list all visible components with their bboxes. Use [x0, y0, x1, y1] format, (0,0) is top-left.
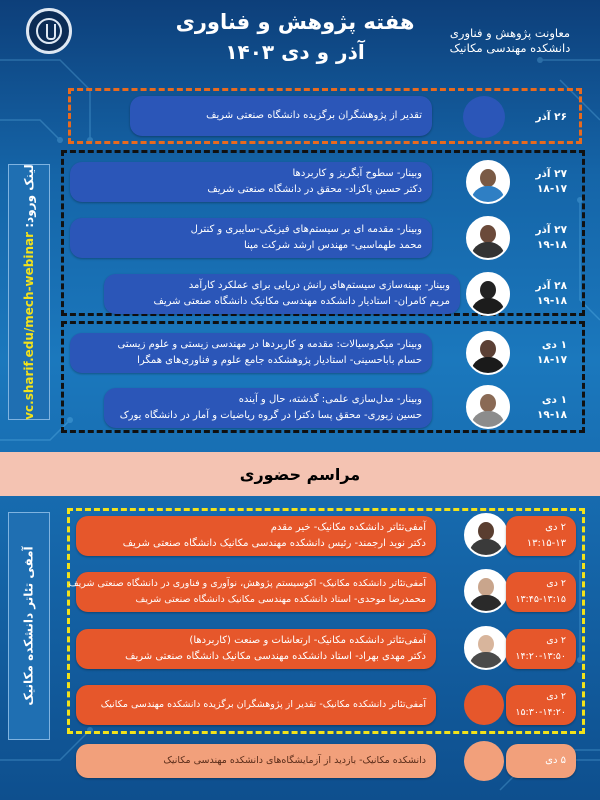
event-date: ۵ دی	[506, 744, 576, 778]
event-title: تقدیر از پژوهشگران برگزیده دانشگاه صنعتی شریف	[206, 110, 422, 121]
page-subtitle: آذر و دی ۱۴۰۳	[225, 40, 365, 64]
event-speaker: حسین زیوری- محقق پسا دکترا در گروه ریاضیات و آمار در دانشگاه یورک	[119, 410, 422, 421]
avatar-placeholder	[464, 741, 504, 781]
avatar-placeholder	[464, 685, 504, 725]
webinar-link-box[interactable]	[8, 164, 50, 420]
event-item	[70, 333, 432, 373]
event-item	[68, 572, 436, 612]
event-item	[76, 685, 436, 725]
in-person-banner	[0, 452, 600, 496]
event-speaker: دکتر حسین پاکزاد- محقق در دانشگاه صنعتی شریف	[207, 184, 422, 195]
org-name-line1: معاونت پژوهش و فناوری	[449, 26, 571, 40]
page-title: هفته پژوهش و فناوری	[175, 10, 415, 34]
event-date: ۲ دی ۱۵:۳۰-۱۴:۲۰	[506, 685, 576, 725]
event-speaker: دکتر نوید ارجمند- رئیس دانشکده مهندسی مکانیک دانشگاه صنعتی شریف	[122, 538, 426, 549]
avatar-placeholder	[463, 96, 505, 138]
event-item	[130, 96, 432, 136]
event-title: وبینار- بهینه‌سازی سیستم‌های رانش دریایی برای عملکرد کارآمد	[188, 280, 450, 291]
speaker-photo	[464, 569, 508, 613]
event-date: ۱ دی ۱۹-۱۸	[537, 394, 567, 421]
event-item	[104, 388, 432, 428]
speaker-photo	[466, 216, 510, 260]
event-title: وبینار- مقدمه ای بر سیستم‌های فیزیکی-سایبری و کنترل	[190, 224, 422, 235]
event-item	[70, 162, 432, 202]
speaker-photo	[466, 160, 510, 204]
event-title: آمفی‌تئاتر دانشکده مکانیک- اکوسیستم پژوهش، نوآوری و فناوری در دانشگاه صنعتی شریف	[68, 578, 426, 589]
event-date: ۲۶ آذر	[535, 111, 567, 123]
event-speaker: محمد طهماسبی- مهندس ارشد شرکت مپنا	[243, 240, 422, 251]
event-title: آمفی‌تئاتر دانشکده مکانیک- ارتعاشات و صنعت (کاربردها)	[189, 635, 426, 646]
venue-box	[8, 512, 50, 740]
event-title: وبینار- سطوح آبگریز و کاربردها	[292, 168, 422, 179]
event-item	[104, 274, 460, 314]
event-date: ۲ دی ۱۴:۲۰-۱۳:۵۰	[506, 629, 576, 669]
event-date: ۲۸ آذر ۱۹-۱۸	[535, 280, 567, 307]
event-date: ۲۷ آذر ۱۸-۱۷	[535, 168, 567, 195]
event-title: وبینار- مدل‌سازی علمی: گذشته، حال و آینده	[238, 394, 422, 405]
event-title: آمفی‌تئاتر دانشکده مکانیک- تقدیر از پژوهشگران برگزیده دانشکده مهندسی مکانیک	[100, 699, 426, 710]
university-logo	[26, 8, 72, 54]
event-item	[76, 744, 436, 778]
event-speaker: محمدرضا موحدی- استاد دانشکده مهندسی مکانیک دانشگاه صنعتی شریف	[135, 594, 426, 605]
event-speaker: مریم کامران- استادیار دانشکده مهندسی مکانیک دانشگاه صنعتی شریف	[153, 296, 450, 307]
event-date: ۲ دی ۱۳:۴۵-۱۳:۱۵	[506, 572, 576, 612]
webinar-link-url[interactable]: vc.sharif.edu/mech-webinar	[22, 231, 37, 420]
event-date: ۲ دی ۱۳:۱۵-۱۳	[506, 516, 576, 556]
speaker-photo	[466, 385, 510, 429]
event-item	[70, 218, 432, 258]
speaker-photo	[464, 513, 508, 557]
event-date: ۲۷ آذر ۱۹-۱۸	[535, 224, 567, 251]
banner-label: مراسم حضوری	[239, 464, 361, 484]
event-item	[76, 516, 436, 556]
speaker-photo	[464, 626, 508, 670]
event-item	[76, 629, 436, 669]
event-speaker: دکتر مهدی بهراد- استاد دانشکده مهندسی مکانیک دانشگاه صنعتی شریف	[125, 651, 426, 662]
speaker-photo	[466, 331, 510, 375]
event-title: دانشکده مکانیک- بازدید از آزمایشگاه‌های دانشکده مهندسی مکانیک	[163, 755, 426, 766]
event-title: آمفی‌تئاتر دانشکده مکانیک- خیر مقدم	[270, 522, 426, 533]
speaker-photo	[466, 272, 510, 316]
event-date: ۱ دی ۱۸-۱۷	[537, 339, 567, 366]
webinar-link-label: لینک ورود:	[22, 164, 37, 228]
venue-label: آمفی تئاتر دانشکده مکانیک	[22, 546, 37, 706]
event-speaker: حسام باباحسینی- استادیار پژوهشکده جامع علوم و فناوری‌های همگرا	[137, 355, 422, 366]
org-name-line2: دانشکده مهندسی مکانیک	[449, 41, 571, 55]
event-title: وبینار- میکروسیالات: مقدمه و کاربردها در مهندسی زیستی و علوم زیستی	[117, 339, 422, 350]
